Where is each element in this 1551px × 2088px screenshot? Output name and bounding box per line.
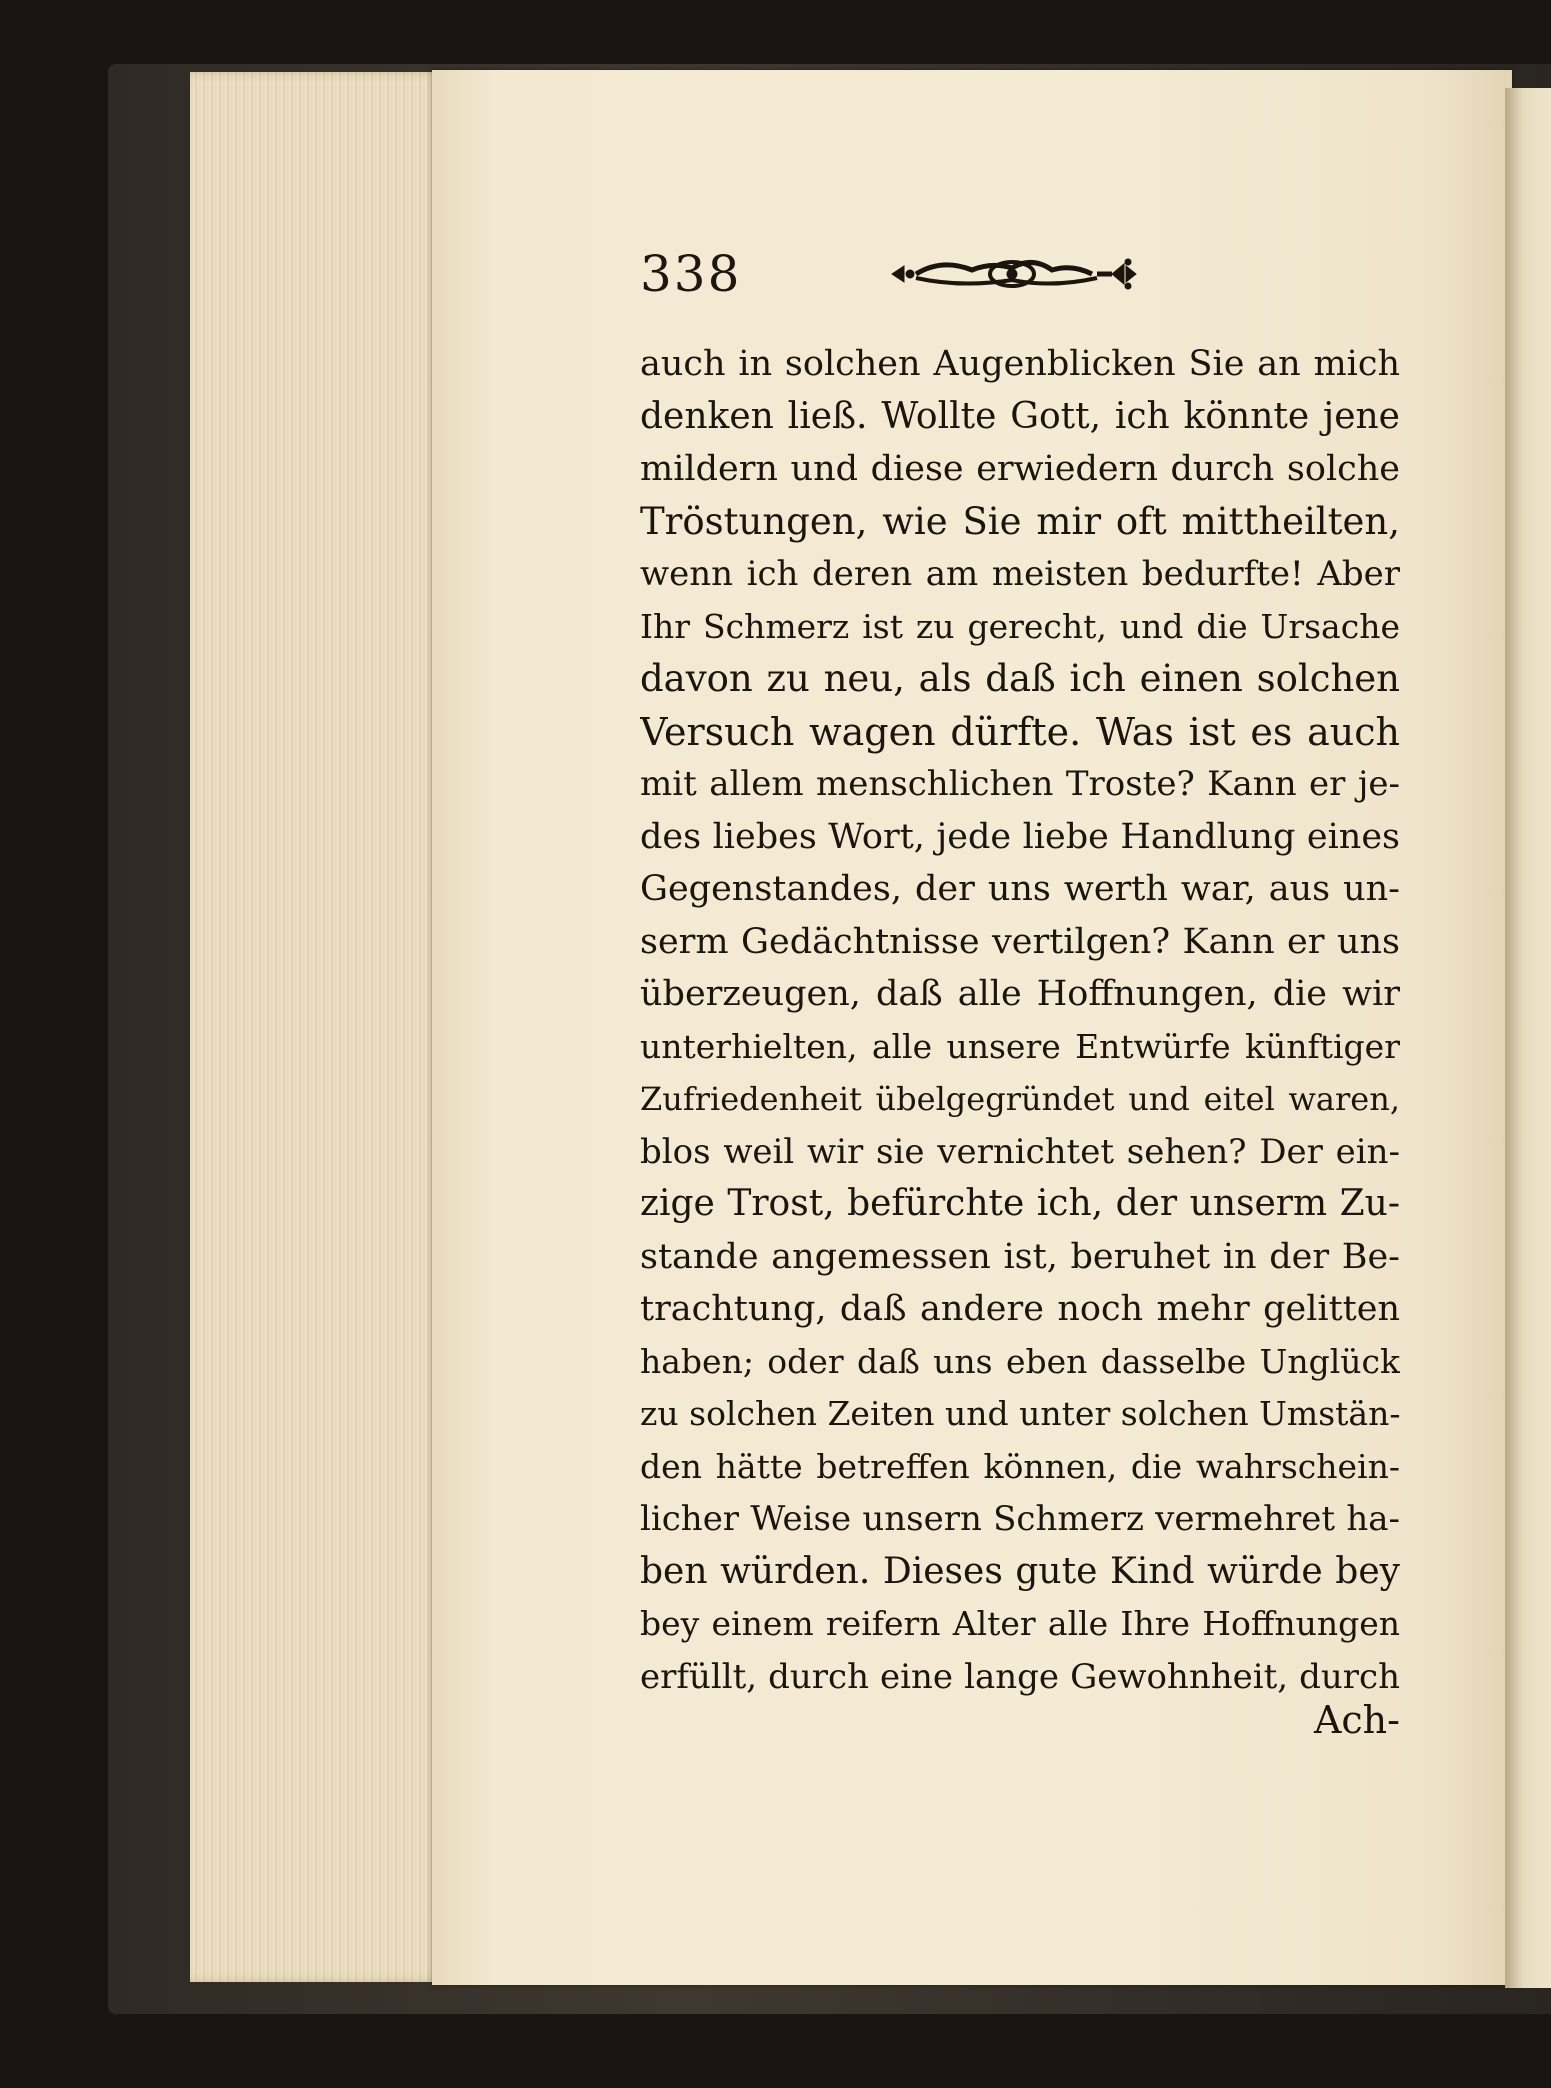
text-line: des liebes Wort, jede liebe Handlung eines [640, 816, 1400, 857]
text-line: auch in solchen Augenblicken Sie an mich [640, 344, 1400, 384]
text-line: haben; oder daß uns eben dasselbe Unglück [640, 1341, 1400, 1381]
text-line: wenn ich deren am meisten bedurfte! Aber [640, 554, 1400, 594]
text-line: stande angemessen ist, beruhet in der Be- [640, 1236, 1400, 1277]
text-line: mit allem menschlichen Troste? Kann er je- [640, 764, 1400, 804]
text-line: Gegenstandes, der uns werth war, aus un- [640, 869, 1400, 909]
text-line: den hätte betreffen können, die wahrschein- [640, 1446, 1400, 1486]
text-line: trachtung, daß andere noch mehr gelitten [640, 1289, 1400, 1329]
text-line: zige Trost, befürchte ich, der unserm Zu- [640, 1183, 1400, 1224]
page-edges [190, 72, 440, 1982]
body-text [640, 338, 1400, 1703]
text-line: zu solchen Zeiten und unter solchen Umstän- [640, 1394, 1400, 1433]
header-ornament [882, 244, 1152, 304]
text-line: Zufriedenheit übelgegründet und eitel waren, [640, 1080, 1400, 1118]
catchword: Ach- [1313, 1698, 1400, 1742]
text-line: bey einem reifern Alter alle Ihre Hoffnungen [640, 1604, 1400, 1643]
text-line: Tröstungen, wie Sie mir oft mittheilten, [640, 499, 1400, 543]
text-line: denken ließ. Wollte Gott, ich könnte jene [640, 395, 1400, 437]
text-line: überzeugen, daß alle Hoffnungen, die wir [640, 974, 1400, 1014]
text-line: Ihr Schmerz ist zu gerecht, und die Ursache [640, 606, 1400, 646]
next-page-edge [1505, 88, 1551, 1988]
text-line: ben würden. Dieses gute Kind würde bey [640, 1550, 1400, 1592]
page-number: 338 [640, 245, 742, 303]
text-line: erfüllt, durch eine lange Gewohnheit, durch [640, 1656, 1400, 1697]
text-line: licher Weise unsern Schmerz vermehret ha- [640, 1499, 1400, 1539]
text-line: Versuch wagen dürfte. Was ist es auch [640, 709, 1400, 754]
text-line: unterhielten, alle unsere Entwürfe künftiger [640, 1026, 1400, 1066]
text-line: blos weil wir sie vernichtet sehen? Der ein- [640, 1131, 1400, 1172]
text-line: davon zu neu, als daß ich einen solchen [640, 657, 1400, 700]
text-line: serm Gedächtnisse vertilgen? Kann er uns [640, 921, 1400, 962]
text-line: mildern und diese erwiedern durch solche [640, 449, 1400, 489]
